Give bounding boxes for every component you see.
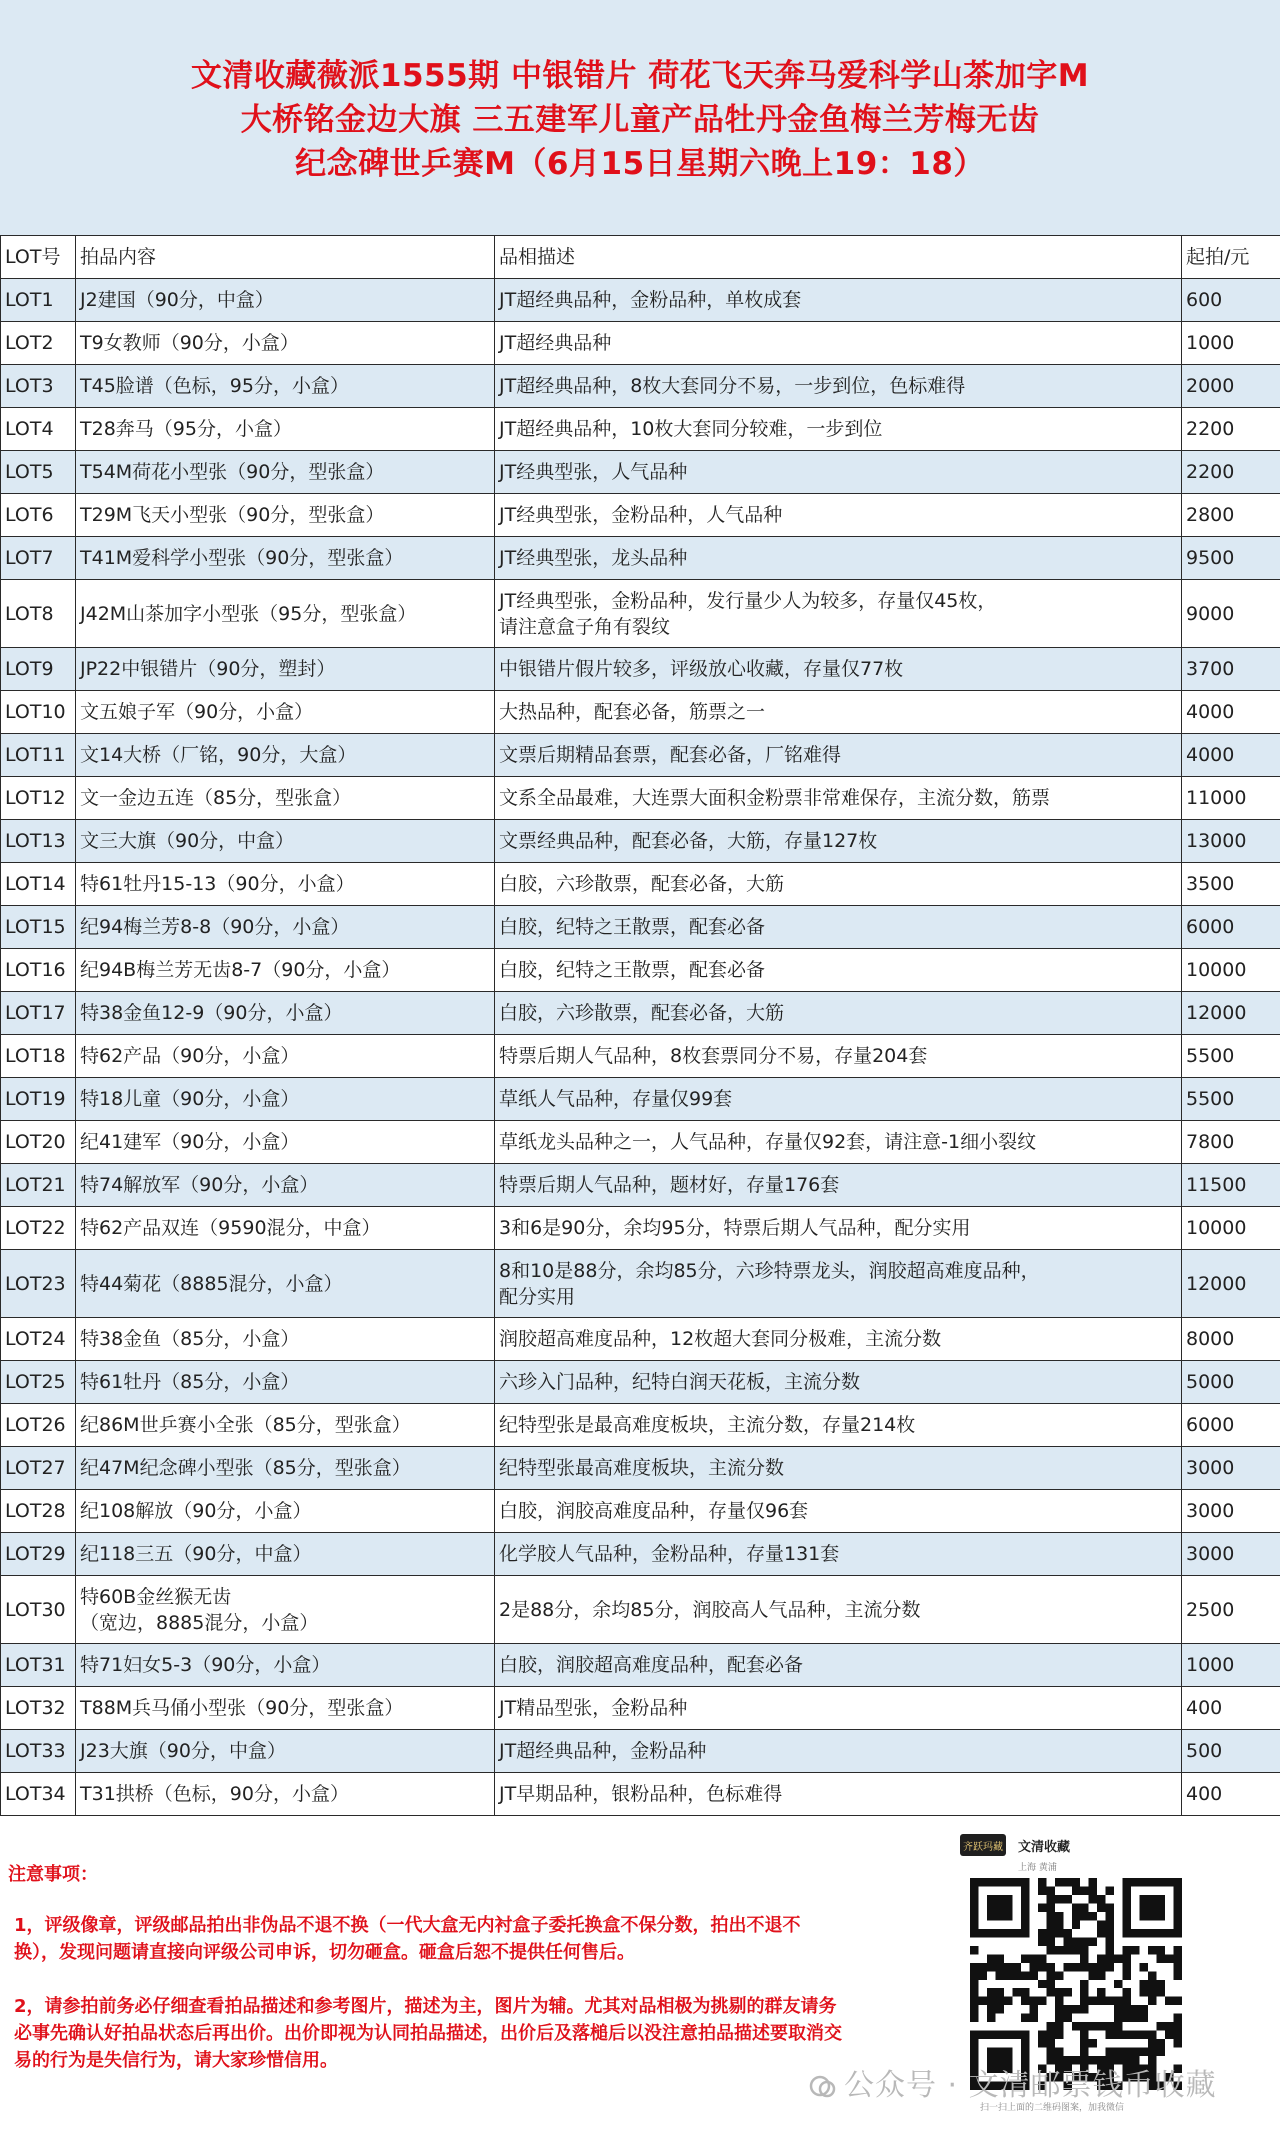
lot-number: LOT13: [1, 820, 76, 863]
lot-start-price: 4000: [1182, 734, 1280, 777]
table-row: [1, 1250, 1280, 1318]
lot-start-price: 2000: [1182, 365, 1280, 408]
lot-condition: 六珍入门品种，纪特白润天花板，主流分数: [495, 1361, 1182, 1404]
lot-number: LOT25: [1, 1361, 76, 1404]
table-row: [1, 322, 1280, 365]
lot-condition: 纪特型张是最高难度板块，主流分数，存量214枚: [495, 1404, 1182, 1447]
lot-item: 纪108解放（90分，小盒）: [76, 1490, 495, 1533]
lot-condition: 白胶，纪特之王散票，配套必备: [495, 906, 1182, 949]
lot-condition: 特票后期人气品种，8枚套票同分不易，存量204套: [495, 1035, 1182, 1078]
table-row: [1, 1576, 1280, 1644]
lot-condition: 2是88分，余均85分，润胶高人气品种，主流分数: [495, 1576, 1182, 1644]
lot-number: LOT8: [1, 580, 76, 648]
lot-start-price: 10000: [1182, 1207, 1280, 1250]
lot-condition: 3和6是90分，余均95分，特票后期人气品种，配分实用: [495, 1207, 1182, 1250]
lot-start-price: 7800: [1182, 1121, 1280, 1164]
lot-start-price: 400: [1182, 1773, 1280, 1816]
lot-number: LOT32: [1, 1687, 76, 1730]
table-row: [1, 451, 1280, 494]
lot-item: T88M兵马俑小型张（90分，型张盒）: [76, 1687, 495, 1730]
table-row: [1, 1078, 1280, 1121]
lot-start-price: 3700: [1182, 648, 1280, 691]
lot-condition: JT经典型张，人气品种: [495, 451, 1182, 494]
title-line-1: 文清收藏薇派1555期 中银错片 荷花飞天奔马爱科学山茶加字M: [190, 57, 1090, 94]
header-lot-no: LOT号: [1, 236, 76, 279]
lot-start-price: 2200: [1182, 408, 1280, 451]
lot-start-price: 13000: [1182, 820, 1280, 863]
lot-start-price: 6000: [1182, 1404, 1280, 1447]
lot-item: 特62产品双连（9590混分，中盒）: [76, 1207, 495, 1250]
lot-condition: 特票后期人气品种，题材好，存量176套: [495, 1164, 1182, 1207]
table-row: [1, 1447, 1280, 1490]
lot-number: LOT16: [1, 949, 76, 992]
lot-item: 文五娘子军（90分，小盒）: [76, 691, 495, 734]
lot-start-price: 4000: [1182, 691, 1280, 734]
lot-item: T28奔马（95分，小盒）: [76, 408, 495, 451]
table-row: [1, 1207, 1280, 1250]
lot-item: 特71妇女5-3（90分，小盒）: [76, 1644, 495, 1687]
table-row: [1, 1490, 1280, 1533]
lot-condition: 中银错片假片较多，评级放心收藏，存量仅77枚: [495, 648, 1182, 691]
lot-number: LOT2: [1, 322, 76, 365]
lot-condition: JT超经典品种: [495, 322, 1182, 365]
brand-logo: 齐跃玛藏: [960, 1834, 1006, 1856]
table-row: [1, 777, 1280, 820]
page-header: [0, 0, 1280, 235]
lot-item: 文一金边五连（85分，型张盒）: [76, 777, 495, 820]
lot-number: LOT28: [1, 1490, 76, 1533]
lot-item: 纪94梅兰芳8-8（90分，小盒）: [76, 906, 495, 949]
table-row: [1, 279, 1280, 322]
lot-item: J23大旗（90分，中盒）: [76, 1730, 495, 1773]
lot-start-price: 5500: [1182, 1078, 1280, 1121]
table-row: [1, 734, 1280, 777]
lot-item: 文14大桥（厂铭，90分，大盒）: [76, 734, 495, 777]
table-row: [1, 1533, 1280, 1576]
brand-location: 上海 黄浦: [1018, 1863, 1057, 1873]
lot-item: 纪41建军（90分，小盒）: [76, 1121, 495, 1164]
qr-code-icon: [970, 1878, 1182, 2090]
lot-start-price: 2200: [1182, 451, 1280, 494]
header-condition: 品相描述: [495, 236, 1182, 279]
lot-condition: 文系全品最难，大连票大面积金粉票非常难保存，主流分数，筋票: [495, 777, 1182, 820]
table-row: [1, 949, 1280, 992]
table-row: [1, 1730, 1280, 1773]
table-row: [1, 537, 1280, 580]
lot-number: LOT5: [1, 451, 76, 494]
lot-condition: JT经典型张，龙头品种: [495, 537, 1182, 580]
lot-item: 纪118三五（90分，中盒）: [76, 1533, 495, 1576]
lot-number: LOT1: [1, 279, 76, 322]
lot-item: 特18儿童（90分，小盒）: [76, 1078, 495, 1121]
table-row: [1, 1644, 1280, 1687]
lot-number: LOT10: [1, 691, 76, 734]
lot-number: LOT31: [1, 1644, 76, 1687]
lot-condition: 白胶，润胶超高难度品种，配套必备: [495, 1644, 1182, 1687]
lot-number: LOT26: [1, 1404, 76, 1447]
lot-condition: 润胶超高难度品种，12枚超大套同分极难，主流分数: [495, 1318, 1182, 1361]
qr-caption: 扫一扫上面的二维码图案，加我微信: [980, 2103, 1125, 2113]
lot-number: LOT18: [1, 1035, 76, 1078]
lot-condition: JT经典型张，金粉品种，人气品种: [495, 494, 1182, 537]
lot-number: LOT9: [1, 648, 76, 691]
title-line-2: 大桥铭金边大旗 三五建军儿童产品牡丹金鱼梅兰芳梅无齿: [240, 101, 1040, 138]
lot-start-price: 3000: [1182, 1447, 1280, 1490]
lot-number: LOT21: [1, 1164, 76, 1207]
title-line-3: 纪念碑世乒赛M（6月15日星期六晚上19：18）: [295, 145, 985, 182]
lot-start-price: 5000: [1182, 1361, 1280, 1404]
lot-condition: JT超经典品种，金粉品种: [495, 1730, 1182, 1773]
lot-condition: 草纸龙头品种之一，人气品种，存量仅92套，请注意-1细小裂纹: [495, 1121, 1182, 1164]
table-row: [1, 1318, 1280, 1361]
footer: [0, 1816, 1280, 2125]
lot-item: 特62产品（90分，小盒）: [76, 1035, 495, 1078]
lot-item: 特61牡丹（85分，小盒）: [76, 1361, 495, 1404]
lot-start-price: 3000: [1182, 1490, 1280, 1533]
lot-condition: JT经典型张，金粉品种，发行量少人为较多，存量仅45枚， 请注意盒子角有裂纹: [495, 580, 1182, 648]
lot-number: LOT29: [1, 1533, 76, 1576]
lot-start-price: 3000: [1182, 1533, 1280, 1576]
table-row: [1, 365, 1280, 408]
lot-start-price: 8000: [1182, 1318, 1280, 1361]
lot-item: T31拱桥（色标，90分，小盒）: [76, 1773, 495, 1816]
lot-start-price: 400: [1182, 1687, 1280, 1730]
header-item: 拍品内容: [76, 236, 495, 279]
lot-item: 特44菊花（8885混分，小盒）: [76, 1250, 495, 1318]
table-row: [1, 1121, 1280, 1164]
table-row: [1, 691, 1280, 734]
lot-condition: 8和10是88分，余均85分，六珍特票龙头，润胶超高难度品种， 配分实用: [495, 1250, 1182, 1318]
lot-number: LOT30: [1, 1576, 76, 1644]
lot-number: LOT24: [1, 1318, 76, 1361]
lot-number: LOT7: [1, 537, 76, 580]
lot-condition: 白胶，润胶高难度品种，存量仅96套: [495, 1490, 1182, 1533]
table-row: [1, 1404, 1280, 1447]
lot-item: 特74解放军（90分，小盒）: [76, 1164, 495, 1207]
lot-number: LOT12: [1, 777, 76, 820]
lot-start-price: 2500: [1182, 1576, 1280, 1644]
lot-item: 纪47M纪念碑小型张（85分，型张盒）: [76, 1447, 495, 1490]
lot-item: JP22中银错片（90分，塑封）: [76, 648, 495, 691]
lot-start-price: 9500: [1182, 537, 1280, 580]
lot-item: 特38金鱼（85分，小盒）: [76, 1318, 495, 1361]
lot-item: T54M荷花小型张（90分，型张盒）: [76, 451, 495, 494]
brand-row: [960, 1834, 1070, 1856]
lot-table: [0, 235, 1280, 1816]
lot-item: 纪94B梅兰芳无齿8-7（90分，小盒）: [76, 949, 495, 992]
lot-start-price: 10000: [1182, 949, 1280, 992]
lot-start-price: 1000: [1182, 322, 1280, 365]
note-2: 2，请参拍前务必仔细查看拍品描述和参考图片，描述为主，图片为辅。尤其对品相极为挑剔的群友请务必事先确认好拍品状态后再出价。出价即视为认同拍品描述，出价后及落槌后以没注意拍品描述要取消交易的行为是失信行为，请大家珍惜信用。: [14, 1996, 842, 2071]
wechat-official-account-icon: [808, 2072, 838, 2102]
lot-condition: 文票经典品种，配套必备，大筋，存量127枚: [495, 820, 1182, 863]
lot-item: 纪86M世乒赛小全张（85分，型张盒）: [76, 1404, 495, 1447]
brand-name: 文清收藏: [1018, 1839, 1071, 1855]
lot-condition: JT超经典品种，8枚大套同分不易，一步到位，色标难得: [495, 365, 1182, 408]
table-row: [1, 1361, 1280, 1404]
lot-item: T9女教师（90分，小盒）: [76, 322, 495, 365]
note-1: 1，评级像章，评级邮品拍出非伪品不退不换（一代大盒无内衬盒子委托换盒不保分数，拍出不退不换），发现问题请直接向评级公司申诉，切勿砸盒。砸盒后恕不提供任何售后。: [14, 1915, 801, 1963]
lot-start-price: 12000: [1182, 1250, 1280, 1318]
lot-item: J2建国（90分，中盒）: [76, 279, 495, 322]
table-header-row: [1, 236, 1280, 279]
table-row: [1, 494, 1280, 537]
table-row: [1, 1773, 1280, 1816]
lot-number: LOT34: [1, 1773, 76, 1816]
lot-start-price: 1000: [1182, 1644, 1280, 1687]
lot-condition: JT早期品种，银粉品种，色标难得: [495, 1773, 1182, 1816]
lot-start-price: 11000: [1182, 777, 1280, 820]
lot-number: LOT23: [1, 1250, 76, 1318]
lot-number: LOT11: [1, 734, 76, 777]
lot-number: LOT22: [1, 1207, 76, 1250]
lot-item: 文三大旗（90分，中盒）: [76, 820, 495, 863]
table-row: [1, 580, 1280, 648]
lot-number: LOT3: [1, 365, 76, 408]
lot-start-price: 9000: [1182, 580, 1280, 648]
lot-number: LOT14: [1, 863, 76, 906]
lot-item: 特60B金丝猴无齿 （宽边，8885混分，小盒）: [76, 1576, 495, 1644]
table-row: [1, 1164, 1280, 1207]
lot-condition: 草纸人气品种，存量仅99套: [495, 1078, 1182, 1121]
lot-start-price: 500: [1182, 1730, 1280, 1773]
lot-number: LOT17: [1, 992, 76, 1035]
table-row: [1, 408, 1280, 451]
notes-title: 注意事项：: [8, 1864, 98, 1885]
lot-number: LOT27: [1, 1447, 76, 1490]
lot-condition: 化学胶人气品种，金粉品种，存量131套: [495, 1533, 1182, 1576]
lot-item: 特38金鱼12-9（90分，小盒）: [76, 992, 495, 1035]
lot-start-price: 12000: [1182, 992, 1280, 1035]
lot-number: LOT20: [1, 1121, 76, 1164]
lot-condition: JT超经典品种，金粉品种，单枚成套: [495, 279, 1182, 322]
lot-condition: 纪特型张最高难度板块，主流分数: [495, 1447, 1182, 1490]
lot-number: LOT15: [1, 906, 76, 949]
lot-item: T45脸谱（色标，95分，小盒）: [76, 365, 495, 408]
table-row: [1, 863, 1280, 906]
lot-condition: JT精品型张，金粉品种: [495, 1687, 1182, 1730]
lot-start-price: 3500: [1182, 863, 1280, 906]
table-row: [1, 1035, 1280, 1078]
lot-item: T29M飞天小型张（90分，型张盒）: [76, 494, 495, 537]
table-row: [1, 992, 1280, 1035]
lot-start-price: 600: [1182, 279, 1280, 322]
lot-start-price: 2800: [1182, 494, 1280, 537]
table-row: [1, 906, 1280, 949]
watermark-text: 公众号 · 文清邮票钱币收藏: [844, 2068, 1217, 2103]
lot-condition: 白胶，六珍散票，配套必备，大筋: [495, 992, 1182, 1035]
lot-number: LOT4: [1, 408, 76, 451]
lot-start-price: 6000: [1182, 906, 1280, 949]
table-row: [1, 1687, 1280, 1730]
lot-start-price: 11500: [1182, 1164, 1280, 1207]
watermark: [808, 2060, 1217, 2104]
lot-condition: 白胶，六珍散票，配套必备，大筋: [495, 863, 1182, 906]
lot-condition: 大热品种，配套必备，筋票之一: [495, 691, 1182, 734]
lot-start-price: 5500: [1182, 1035, 1280, 1078]
table-row: [1, 648, 1280, 691]
lot-condition: 白胶，纪特之王散票，配套必备: [495, 949, 1182, 992]
lot-number: LOT19: [1, 1078, 76, 1121]
header-start-price: 起拍/元: [1182, 236, 1280, 279]
lot-number: LOT33: [1, 1730, 76, 1773]
lot-item: T41M爱科学小型张（90分，型张盒）: [76, 537, 495, 580]
table-row: [1, 820, 1280, 863]
lot-condition: JT超经典品种，10枚大套同分较难，一步到位: [495, 408, 1182, 451]
lot-item: 特61牡丹15-13（90分，小盒）: [76, 863, 495, 906]
lot-condition: 文票后期精品套票，配套必备，厂铭难得: [495, 734, 1182, 777]
lot-item: J42M山茶加字小型张（95分，型张盒）: [76, 580, 495, 648]
lot-number: LOT6: [1, 494, 76, 537]
